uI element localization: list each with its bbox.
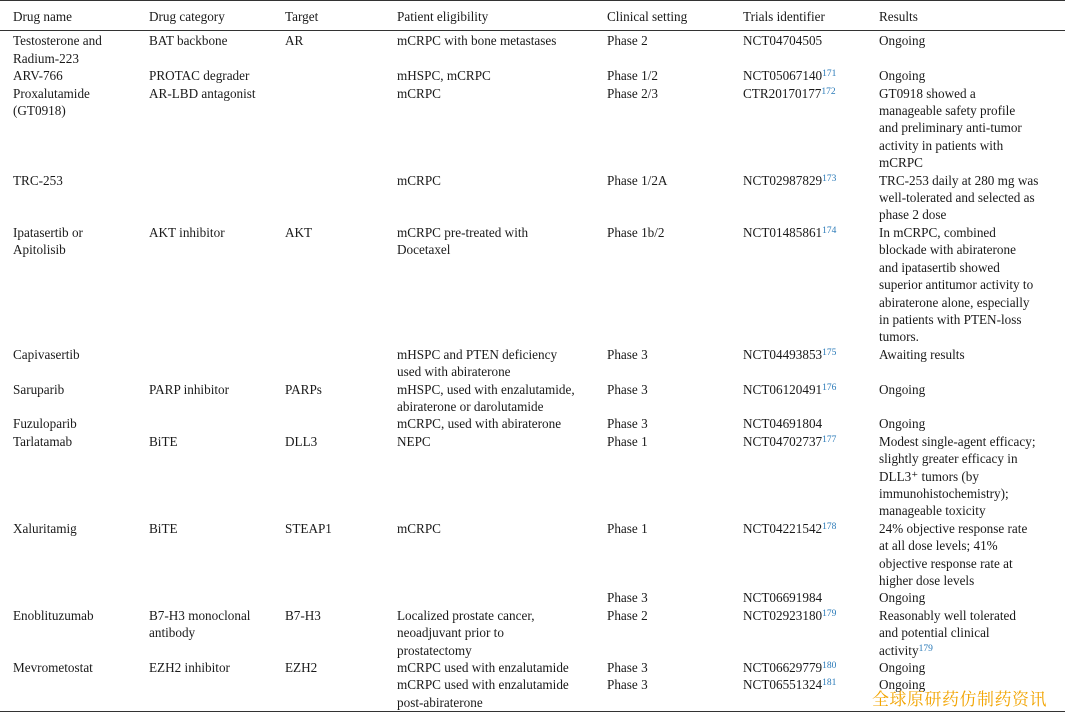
target-cell-text: STEAP1 bbox=[285, 520, 332, 536]
drug-name-cell bbox=[0, 607, 136, 659]
trials-identifier-cell-text: NCT06691984 bbox=[743, 590, 823, 606]
results-cell-text: Ongoing bbox=[879, 33, 926, 49]
target-cell bbox=[272, 224, 384, 346]
drug-category-cell-text: AKT inhibitor bbox=[149, 224, 225, 240]
drug-name-cell-text: Fuzuloparib bbox=[13, 416, 77, 432]
drug-category-cell bbox=[136, 676, 272, 711]
trials-identifier-cell-text: NCT02923180 bbox=[743, 607, 823, 623]
results-cell-text: Ongoing bbox=[879, 381, 926, 397]
drug-category-cell bbox=[136, 224, 272, 346]
target-cell-text: DLL3 bbox=[285, 433, 318, 449]
drug-name-cell-text: Testosterone and Radium-223 bbox=[13, 33, 102, 66]
reference-link[interactable]: 171 bbox=[822, 69, 837, 80]
results-cell-text: In mCRPC, combined blockade with abiraterone and ipatasertib showed superior antitumor activity to abiraterone alone, especially in patients with PTEN-loss tumors. bbox=[879, 224, 1034, 345]
clinical-setting-cell bbox=[594, 520, 730, 590]
patient-eligibility-cell-text: mCRPC bbox=[397, 520, 441, 536]
header-patient-eligibility: Patient eligibility bbox=[384, 1, 594, 31]
table-row bbox=[0, 415, 1065, 432]
table-row bbox=[0, 224, 1065, 346]
table-body bbox=[0, 31, 1065, 712]
clinical-setting-cell bbox=[594, 172, 730, 224]
table-row bbox=[0, 67, 1065, 84]
table-row bbox=[0, 607, 1065, 659]
patient-eligibility-cell-text: Localized prostate cancer, neoadjuvant prior to prostatectomy bbox=[397, 607, 535, 658]
clinical-setting-cell-text: Phase 1 bbox=[607, 433, 648, 449]
patient-eligibility-cell bbox=[384, 172, 594, 224]
table-row bbox=[0, 31, 1065, 67]
patient-eligibility-cell-text: mCRPC bbox=[397, 85, 441, 101]
clinical-setting-cell bbox=[594, 415, 730, 432]
drug-category-cell bbox=[136, 346, 272, 381]
clinical-setting-cell bbox=[594, 224, 730, 346]
target-cell bbox=[272, 589, 384, 606]
clinical-setting-cell bbox=[594, 346, 730, 381]
drug-name-cell-text: ARV-766 bbox=[13, 68, 63, 84]
clinical-setting-cell-text: Phase 3 bbox=[607, 677, 648, 693]
table-row bbox=[0, 85, 1065, 172]
patient-eligibility-cell-text: mCRPC, used with abiraterone bbox=[397, 416, 562, 432]
results-cell bbox=[866, 31, 1065, 67]
results-cell-text: Ongoing bbox=[879, 416, 926, 432]
patient-eligibility-cell-text: mHSPC, used with enzalutamide, abiraterone or darolutamide bbox=[397, 381, 575, 414]
trials-identifier-cell bbox=[730, 607, 866, 659]
header-target: Target bbox=[272, 1, 384, 31]
reference-link[interactable]: 177 bbox=[822, 434, 837, 445]
trials-identifier-cell bbox=[730, 659, 866, 676]
drug-name-cell bbox=[0, 433, 136, 520]
drug-category-cell-text: BiTE bbox=[149, 433, 178, 449]
trials-identifier-cell bbox=[730, 67, 866, 84]
clinical-setting-cell-text: Phase 3 bbox=[607, 590, 648, 606]
clinical-setting-cell-text: Phase 2 bbox=[607, 33, 648, 49]
drug-category-cell bbox=[136, 31, 272, 67]
clinical-setting-cell-text: Phase 3 bbox=[607, 660, 648, 676]
trials-identifier-cell bbox=[730, 520, 866, 590]
reference-link[interactable]: 181 bbox=[822, 678, 837, 689]
results-cell bbox=[866, 520, 1065, 590]
header-row bbox=[0, 1, 1065, 31]
clinical-setting-cell bbox=[594, 607, 730, 659]
drug-category-cell-text: EZH2 inhibitor bbox=[149, 660, 230, 676]
target-cell-text: PARPs bbox=[285, 381, 322, 397]
target-cell bbox=[272, 415, 384, 432]
drug-name-cell-text: TRC-253 bbox=[13, 172, 63, 188]
trials-identifier-cell-text: NCT04702737 bbox=[743, 433, 823, 449]
patient-eligibility-cell bbox=[384, 85, 594, 172]
reference-link[interactable]: 174 bbox=[822, 225, 837, 236]
trials-identifier-cell-text: NCT06629779 bbox=[743, 660, 823, 676]
target-cell bbox=[272, 31, 384, 67]
results-cell bbox=[866, 224, 1065, 346]
trials-identifier-cell-text: NCT04221542 bbox=[743, 520, 823, 536]
trials-identifier-cell-text: NCT04704505 bbox=[743, 33, 823, 49]
target-cell bbox=[272, 67, 384, 84]
drug-category-cell bbox=[136, 381, 272, 416]
results-cell bbox=[866, 415, 1065, 432]
table-row bbox=[0, 589, 1065, 606]
results-cell bbox=[866, 346, 1065, 381]
drug-category-cell bbox=[136, 433, 272, 520]
trials-identifier-cell-text: NCT02987829 bbox=[743, 172, 823, 188]
clinical-setting-cell-text: Phase 1/2 bbox=[607, 68, 658, 84]
results-cell-text: Modest single-agent efficacy; slightly greater efficacy in DLL3⁺ tumors (by immunohistochemistry); manageable toxicity bbox=[879, 433, 1036, 519]
watermark: 全球原研药仿制药资讯 bbox=[872, 690, 1047, 710]
results-cell-text: GT0918 showed a manageable safety profile and preliminary anti-tumor activity in patients with mCRPC bbox=[879, 85, 1022, 171]
drug-category-cell bbox=[136, 67, 272, 84]
header-clinical-setting: Clinical setting bbox=[594, 1, 730, 31]
table-row bbox=[0, 659, 1065, 676]
target-cell-text: AR bbox=[285, 33, 304, 49]
drug-category-cell bbox=[136, 415, 272, 432]
reference-link[interactable]: 173 bbox=[822, 173, 837, 184]
drug-category-cell bbox=[136, 607, 272, 659]
trials-identifier-cell bbox=[730, 415, 866, 432]
reference-link[interactable]: 180 bbox=[822, 661, 837, 672]
patient-eligibility-cell-text: mCRPC used with enzalutamide bbox=[397, 660, 569, 676]
results-cell-text: Ongoing bbox=[879, 68, 926, 84]
results-cell-text: Ongoing bbox=[879, 590, 926, 606]
clinical-setting-cell-text: Phase 1b/2 bbox=[607, 224, 665, 240]
target-cell-text: EZH2 bbox=[285, 660, 318, 676]
table-row bbox=[0, 520, 1065, 590]
results-cell-text: Ongoing bbox=[879, 660, 926, 676]
results-cell bbox=[866, 172, 1065, 224]
patient-eligibility-cell bbox=[384, 433, 594, 520]
trials-identifier-cell bbox=[730, 381, 866, 416]
trials-identifier-cell-text: NCT06120491 bbox=[743, 381, 823, 397]
reference-link[interactable]: 179 bbox=[822, 608, 837, 619]
trials-identifier-cell bbox=[730, 346, 866, 381]
results-cell bbox=[866, 85, 1065, 172]
clinical-setting-cell-text: Phase 2 bbox=[607, 607, 648, 623]
drug-category-cell bbox=[136, 172, 272, 224]
table-row bbox=[0, 346, 1065, 381]
results-cell-text: 24% objective response rate at all dose levels; 41% objective response rate at higher dose levels bbox=[879, 520, 1028, 588]
target-cell bbox=[272, 676, 384, 711]
clinical-setting-cell bbox=[594, 659, 730, 676]
drug-category-cell-text: BiTE bbox=[149, 520, 178, 536]
target-cell bbox=[272, 520, 384, 590]
target-cell-text: AKT bbox=[285, 224, 313, 240]
table-row bbox=[0, 172, 1065, 224]
patient-eligibility-cell bbox=[384, 415, 594, 432]
results-cell-text: TRC-253 daily at 280 mg was well-tolerated and selected as phase 2 dose bbox=[879, 172, 1039, 223]
drug-category-cell bbox=[136, 520, 272, 590]
drug-name-cell bbox=[0, 172, 136, 224]
header-trials-identifier: Trials identifier bbox=[730, 1, 866, 31]
drug-category-cell bbox=[136, 659, 272, 676]
results-cell-text: Awaiting results bbox=[879, 346, 965, 362]
drug-name-cell bbox=[0, 67, 136, 84]
trials-identifier-cell-text: NCT06551324 bbox=[743, 677, 823, 693]
reference-link[interactable]: 175 bbox=[822, 347, 837, 358]
drug-name-cell bbox=[0, 224, 136, 346]
drug-name-cell-text: Proxalutamide (GT0918) bbox=[13, 85, 90, 119]
drug-category-cell bbox=[136, 85, 272, 172]
drug-category-cell-text: B7-H3 monoclonal antibody bbox=[149, 607, 251, 641]
drug-category-cell-text: BAT backbone bbox=[149, 33, 228, 49]
clinical-setting-cell bbox=[594, 85, 730, 172]
drug-name-cell-text: Capivasertib bbox=[13, 346, 80, 362]
patient-eligibility-cell-text: mCRPC used with enzalutamide post-abiraterone bbox=[397, 677, 569, 710]
patient-eligibility-cell-text: mHSPC and PTEN deficiency used with abiraterone bbox=[397, 346, 558, 380]
drug-name-cell-text: Tarlatamab bbox=[13, 433, 73, 449]
reference-link[interactable]: 179 bbox=[918, 643, 933, 654]
patient-eligibility-cell-text: mCRPC pre-treated with Docetaxel bbox=[397, 224, 529, 258]
patient-eligibility-cell-text: mCRPC with bone metastases bbox=[397, 33, 557, 49]
patient-eligibility-cell bbox=[384, 381, 594, 416]
drug-name-cell bbox=[0, 381, 136, 416]
clinical-setting-cell bbox=[594, 67, 730, 84]
drug-name-cell bbox=[0, 415, 136, 432]
patient-eligibility-cell-text: mHSPC, mCRPC bbox=[397, 68, 491, 84]
drug-name-cell bbox=[0, 85, 136, 172]
drug-name-cell bbox=[0, 676, 136, 711]
target-cell bbox=[272, 381, 384, 416]
target-cell bbox=[272, 85, 384, 172]
target-cell bbox=[272, 433, 384, 520]
header-drug-category: Drug category bbox=[136, 1, 272, 31]
drug-category-cell bbox=[136, 589, 272, 606]
clinical-setting-cell-text: Phase 2/3 bbox=[607, 85, 658, 101]
drug-name-cell bbox=[0, 346, 136, 381]
clinical-setting-cell-text: Phase 1 bbox=[607, 520, 648, 536]
drug-name-cell bbox=[0, 520, 136, 590]
trials-identifier-cell-text: NCT01485861 bbox=[743, 224, 823, 240]
drug-category-cell-text: PROTAC degrader bbox=[149, 68, 250, 84]
results-cell-text: Ongoing bbox=[879, 677, 926, 693]
patient-eligibility-cell bbox=[384, 520, 594, 590]
results-cell bbox=[866, 607, 1065, 659]
target-cell bbox=[272, 172, 384, 224]
trials-identifier-cell-text: NCT04493853 bbox=[743, 346, 823, 362]
drug-name-cell-text: Saruparib bbox=[13, 381, 65, 397]
results-cell bbox=[866, 67, 1065, 84]
drug-name-cell-text: Enoblituzumab bbox=[13, 607, 94, 623]
trials-identifier-cell-text: NCT05067140 bbox=[743, 68, 823, 84]
patient-eligibility-cell bbox=[384, 67, 594, 84]
clinical-setting-cell-text: Phase 3 bbox=[607, 416, 648, 432]
trials-identifier-cell bbox=[730, 676, 866, 711]
clinical-setting-cell bbox=[594, 31, 730, 67]
table-row bbox=[0, 433, 1065, 520]
drug-name-cell bbox=[0, 589, 136, 606]
drug-name-cell bbox=[0, 659, 136, 676]
results-cell bbox=[866, 659, 1065, 676]
target-cell bbox=[272, 346, 384, 381]
patient-eligibility-cell bbox=[384, 31, 594, 67]
table-row bbox=[0, 381, 1065, 416]
target-cell bbox=[272, 607, 384, 659]
trials-identifier-cell bbox=[730, 589, 866, 606]
results-cell bbox=[866, 589, 1065, 606]
target-cell-text: B7-H3 bbox=[285, 607, 321, 623]
drug-name-cell-text: Mevrometostat bbox=[13, 660, 93, 676]
drug-name-cell-text: Ipatasertib or Apitolisib bbox=[13, 224, 83, 258]
patient-eligibility-cell-text: mCRPC bbox=[397, 172, 441, 188]
target-cell bbox=[272, 659, 384, 676]
drug-name-cell-text: Xaluritamig bbox=[13, 520, 77, 536]
trials-identifier-cell bbox=[730, 31, 866, 67]
drug-name-cell bbox=[0, 31, 136, 67]
patient-eligibility-cell bbox=[384, 346, 594, 381]
trials-identifier-cell bbox=[730, 224, 866, 346]
reference-link[interactable]: 176 bbox=[822, 382, 837, 393]
patient-eligibility-cell bbox=[384, 224, 594, 346]
results-cell bbox=[866, 433, 1065, 520]
trials-identifier-cell-text: CTR20170177 bbox=[743, 85, 822, 101]
results-cell bbox=[866, 381, 1065, 416]
trials-identifier-cell bbox=[730, 172, 866, 224]
drug-category-cell-text: AR-LBD antagonist bbox=[149, 85, 256, 101]
drug-category-cell-text: PARP inhibitor bbox=[149, 381, 230, 397]
trials-identifier-cell-text: NCT04691804 bbox=[743, 416, 823, 432]
patient-eligibility-cell bbox=[384, 589, 594, 606]
clinical-setting-cell bbox=[594, 676, 730, 711]
clinical-setting-cell-text: Phase 3 bbox=[607, 381, 648, 397]
patient-eligibility-cell-text: NEPC bbox=[397, 433, 431, 449]
clinical-setting-cell bbox=[594, 433, 730, 520]
reference-link[interactable]: 178 bbox=[822, 521, 837, 532]
patient-eligibility-cell bbox=[384, 659, 594, 676]
header-drug-name: Drug name bbox=[0, 1, 136, 31]
clinical-setting-cell bbox=[594, 381, 730, 416]
reference-link[interactable]: 172 bbox=[821, 86, 836, 97]
results-cell-text: Reasonably well tolerated and potential clinical activity bbox=[879, 607, 1016, 658]
patient-eligibility-cell bbox=[384, 676, 594, 711]
clinical-setting-cell bbox=[594, 589, 730, 606]
trials-identifier-cell bbox=[730, 433, 866, 520]
patient-eligibility-cell bbox=[384, 607, 594, 659]
clinical-setting-cell-text: Phase 1/2A bbox=[607, 172, 668, 188]
trials-identifier-cell bbox=[730, 85, 866, 172]
clinical-setting-cell-text: Phase 3 bbox=[607, 346, 648, 362]
header-results: Results bbox=[866, 1, 1065, 31]
